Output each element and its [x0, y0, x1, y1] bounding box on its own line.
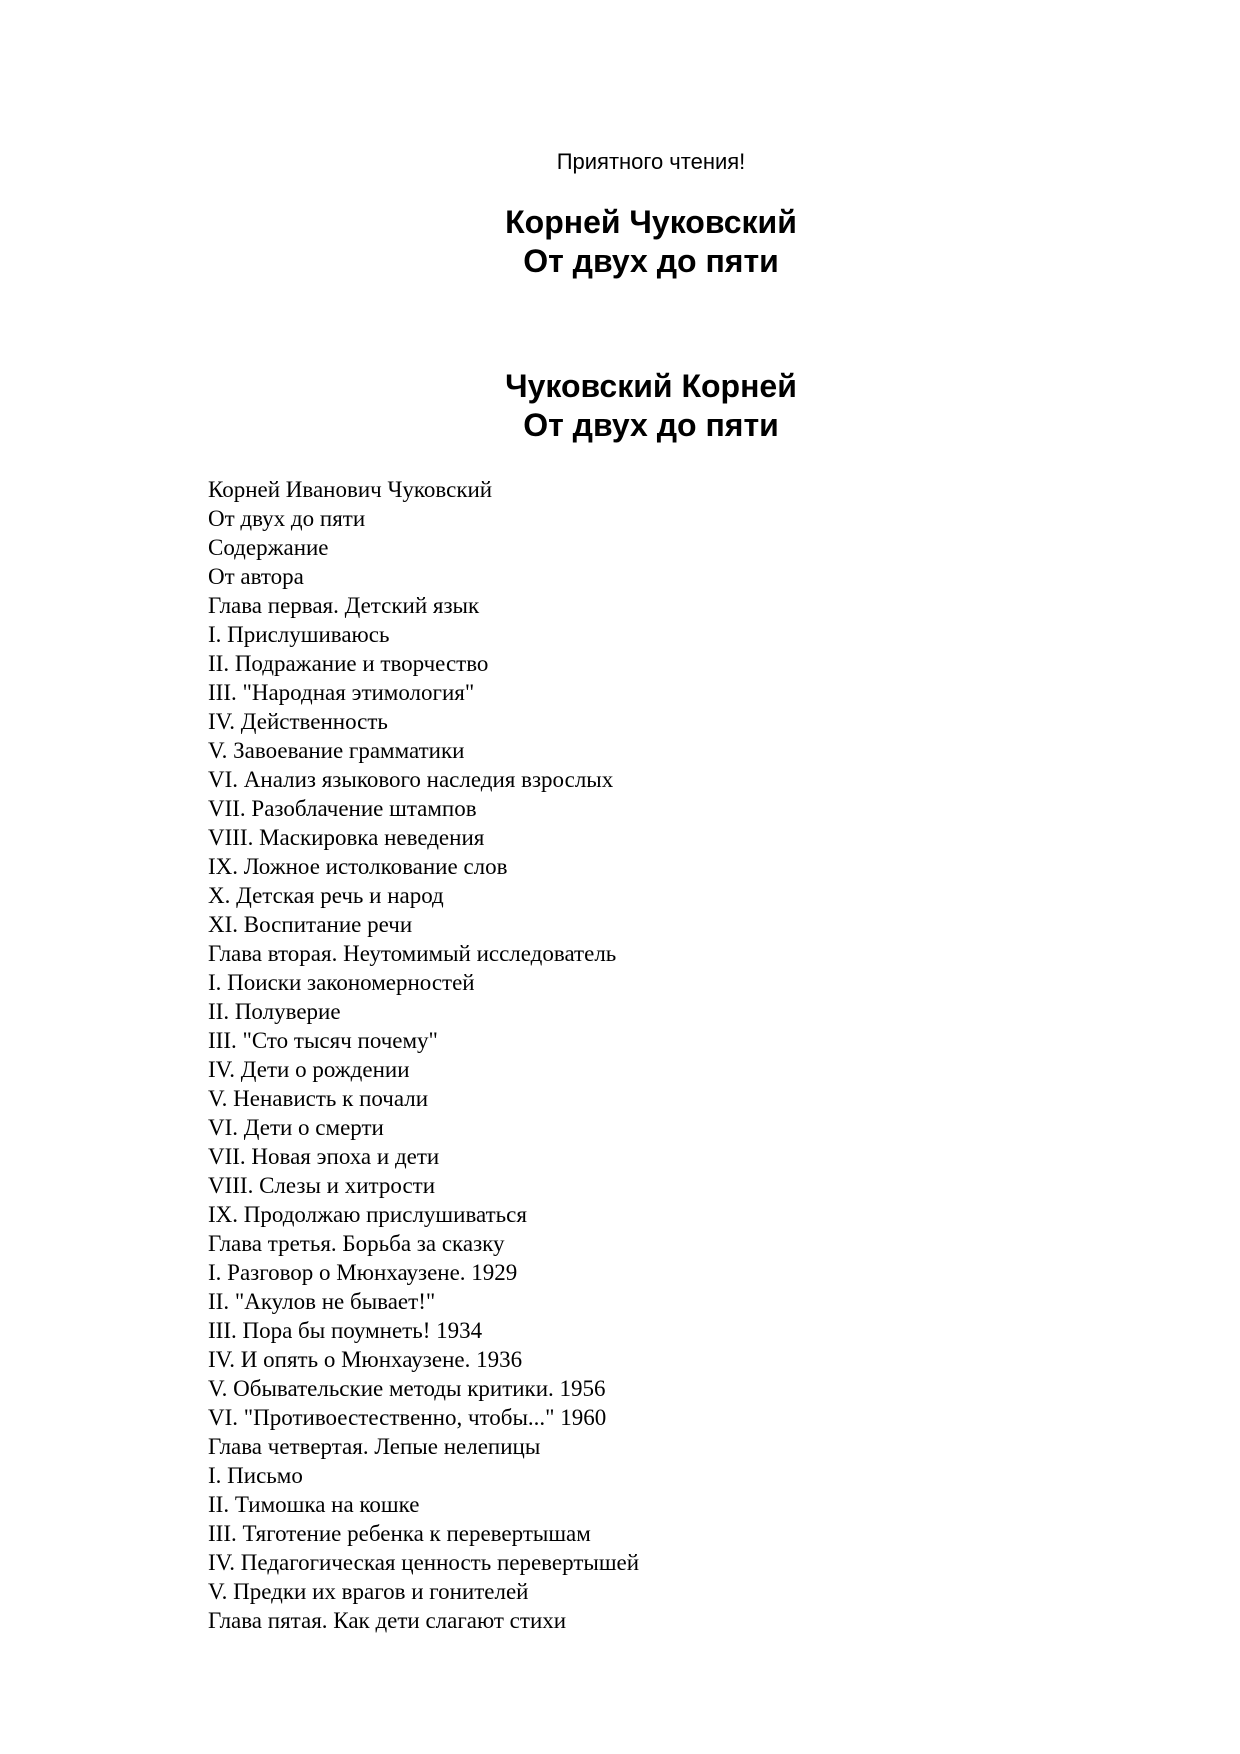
toc-entry: I. Прислушиваюсь	[208, 622, 390, 647]
toc-entry: От двух до пяти	[208, 506, 366, 531]
toc-entry: VIII. Слезы и хитрости	[208, 1173, 436, 1198]
toc-entry: Содержание	[208, 535, 329, 560]
toc-entry: Глава четвертая. Лепые нелепицы	[208, 1434, 541, 1459]
toc-entry: II. Полуверие	[208, 999, 341, 1024]
toc-entry: V. Завоевание грамматики	[208, 738, 465, 763]
toc-entry: IX. Ложное истолкование слов	[208, 854, 508, 879]
toc-entry: I. Разговор о Мюнхаузене. 1929	[208, 1260, 518, 1285]
book-title: От двух до пяти	[523, 243, 779, 279]
toc-entry: V. Обывательские методы критики. 1956	[208, 1376, 606, 1401]
toc-entry: Глава третья. Борьба за сказку	[208, 1231, 505, 1256]
toc-entry: VI. Дети о смерти	[208, 1115, 384, 1140]
toc-entry: VI. "Противоестественно, чтобы..." 1960	[208, 1405, 607, 1430]
toc-entry: V. Предки их врагов и гонителей	[208, 1579, 529, 1604]
toc-entry: II. Подражание и творчество	[208, 651, 489, 676]
toc-entry: IV. И опять о Мюнхаузене. 1936	[208, 1347, 523, 1372]
toc-entry: Корней Иванович Чуковский	[208, 477, 493, 502]
table-of-contents	[208, 475, 639, 1635]
toc-entry: III. "Народная этимология"	[208, 680, 475, 705]
toc-entry: IV. Педагогическая ценность перевертышей	[208, 1550, 640, 1575]
greeting-text: Приятного чтения!	[556, 149, 746, 174]
toc-entry: III. "Сто тысяч почему"	[208, 1028, 438, 1053]
title-block-primary	[0, 203, 1240, 281]
book-author: Корней Чуковский	[505, 204, 797, 240]
toc-entry: II. Тимошка на кошке	[208, 1492, 420, 1517]
book-author: Чуковский Корней	[505, 368, 797, 404]
toc-entry: X. Детская речь и народ	[208, 883, 444, 908]
book-title: От двух до пяти	[523, 407, 779, 443]
toc-entry: VIII. Маскировка неведения	[208, 825, 485, 850]
toc-entry: IV. Действенность	[208, 709, 388, 734]
toc-entry: V. Ненависть к почали	[208, 1086, 429, 1111]
toc-entry: VII. Новая эпоха и дети	[208, 1144, 440, 1169]
toc-entry: I. Письмо	[208, 1463, 303, 1488]
toc-entry: Глава пятая. Как дети слагают стихи	[208, 1608, 567, 1633]
toc-entry: IV. Дети о рождении	[208, 1057, 410, 1082]
toc-entry: Глава первая. Детский язык	[208, 593, 480, 618]
toc-entry: От автора	[208, 564, 304, 589]
toc-entry: II. "Акулов не бывает!"	[208, 1289, 436, 1314]
title-block-secondary	[0, 367, 1240, 445]
toc-entry: VI. Анализ языкового наследия взрослых	[208, 767, 614, 792]
toc-entry: IX. Продолжаю прислушиваться	[208, 1202, 527, 1227]
toc-entry: III. Тяготение ребенка к перевертышам	[208, 1521, 591, 1546]
toc-entry: Глава вторая. Неутомимый исследователь	[208, 941, 617, 966]
toc-entry: III. Пора бы поумнеть! 1934	[208, 1318, 483, 1343]
toc-entry: I. Поиски закономерностей	[208, 970, 475, 995]
toc-entry: VII. Разоблачение штампов	[208, 796, 477, 821]
toc-entry: XI. Воспитание речи	[208, 912, 413, 937]
